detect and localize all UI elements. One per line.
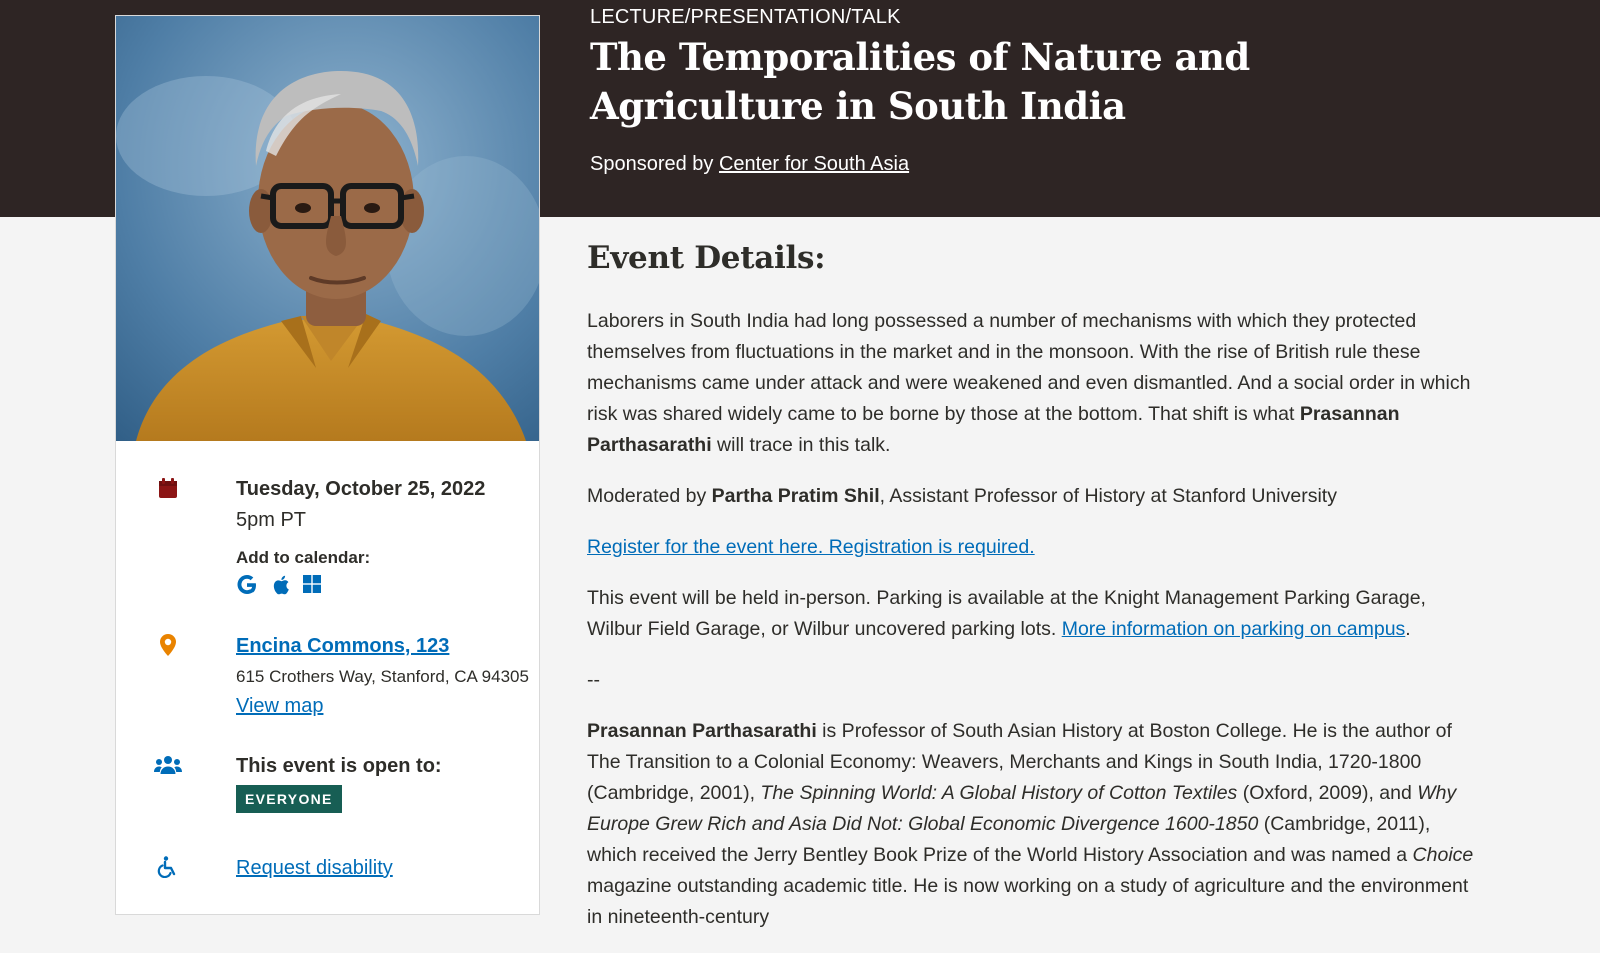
location-name-link[interactable]: Encina Commons, 123 bbox=[236, 635, 450, 657]
google-calendar-icon[interactable] bbox=[236, 574, 258, 596]
location-address: 615 Crothers Way, Stanford, CA 94305 bbox=[236, 667, 529, 686]
parking-end: . bbox=[1405, 618, 1411, 640]
moderator-name: Partha Pratim Shil bbox=[711, 485, 880, 507]
event-time: 5pm PT bbox=[236, 509, 307, 531]
bio-book-title-1: The Spinning World: A Global History of Cotton Textiles bbox=[760, 782, 1238, 804]
event-details-heading: Event Details: bbox=[587, 240, 826, 276]
separator: -- bbox=[587, 669, 600, 691]
date-time-details bbox=[236, 476, 556, 596]
description-paragraph bbox=[587, 306, 1482, 461]
parking-info-link[interactable]: More information on parking on campus bbox=[1061, 618, 1406, 640]
request-disability-link[interactable]: Request disability bbox=[236, 857, 393, 879]
description-end: will trace in this talk. bbox=[711, 434, 891, 456]
bio-text-1: is Professor of South Asian History at Boston College. He is the author of The Transition to a Colonial Economy: Weavers, Merchants and Kings in South India, 1720-1800 (Cambridge, 2001), bbox=[587, 720, 1452, 804]
moderator-paragraph bbox=[587, 481, 1482, 512]
calendar-icon bbox=[156, 476, 180, 500]
windows-calendar-icon[interactable] bbox=[302, 574, 322, 596]
moderator-title: , Assistant Professor of History at Stanford University bbox=[879, 485, 1337, 507]
sponsor-prefix: Sponsored by bbox=[590, 153, 714, 175]
apple-calendar-icon[interactable] bbox=[270, 574, 290, 596]
open-to-label: This event is open to: bbox=[236, 755, 442, 777]
accessibility-details bbox=[236, 855, 556, 881]
sponsor-link[interactable]: Center for South Asia bbox=[718, 153, 910, 175]
register-link[interactable]: Register for the event here. Registration is required. bbox=[587, 536, 1035, 558]
wheelchair-icon bbox=[156, 855, 180, 879]
bio-book-title-2: Why Europe Grew Rich and Asia Did Not: Global Economic Divergence 1600-1850 bbox=[587, 782, 1457, 835]
calendar-links bbox=[236, 574, 556, 596]
sponsor-line bbox=[590, 153, 1490, 176]
bio-text-3: (Cambridge, 2011), which received the Jerry Bentley Book Prize of the World History Association and was named a bbox=[587, 813, 1431, 866]
moderator-prefix: Moderated by bbox=[587, 485, 712, 507]
event-date: Tuesday, October 25, 2022 bbox=[236, 478, 486, 500]
location-details bbox=[236, 633, 556, 718]
location-pin-icon bbox=[156, 633, 180, 657]
bio-text-2: (Oxford, 2009), and bbox=[1237, 782, 1418, 804]
people-icon bbox=[154, 753, 182, 777]
audience-details bbox=[236, 753, 556, 813]
bio-magazine-title: Choice bbox=[1412, 844, 1474, 866]
parking-paragraph bbox=[587, 583, 1482, 645]
event-title: The Temporalities of Nature and Agriculture in South India bbox=[590, 35, 1250, 128]
view-map-link[interactable]: View map bbox=[236, 695, 324, 717]
bio-text-4: magazine outstanding academic title. He is now working on a study of agriculture and the environment in nineteenth-century bbox=[587, 875, 1469, 928]
event-details-section bbox=[587, 240, 1482, 953]
event-type-label: LECTURE/PRESENTATION/TALK bbox=[590, 6, 901, 28]
registration-paragraph bbox=[587, 532, 1482, 563]
add-to-calendar-label: Add to calendar: bbox=[236, 548, 371, 567]
bio-speaker-name: Prasannan Parthasarathi bbox=[587, 720, 817, 742]
description-text: Laborers in South India had long possessed a number of mechanisms with which they protected themselves from fluctuations in the market and in the monsoon. With the rise of British rule these mechanisms came under attack and were weakened and even dismantled. And a social order in which risk was shared widely came to be borne by those at the bottom. That shift is what bbox=[587, 310, 1471, 425]
event-info-card bbox=[115, 15, 540, 915]
hero-text bbox=[590, 6, 1490, 176]
speaker-photo bbox=[116, 16, 539, 441]
parking-text: This event will be held in-person. Parking is available at the Knight Management Parking Garage, Wilbur Field Garage, or Wilbur uncovered parking lots. bbox=[587, 587, 1426, 640]
speaker-name: Prasannan Parthasarathi bbox=[587, 403, 1400, 456]
speaker-bio-paragraph bbox=[587, 716, 1482, 933]
audience-badge: EVERYONE bbox=[236, 785, 342, 813]
